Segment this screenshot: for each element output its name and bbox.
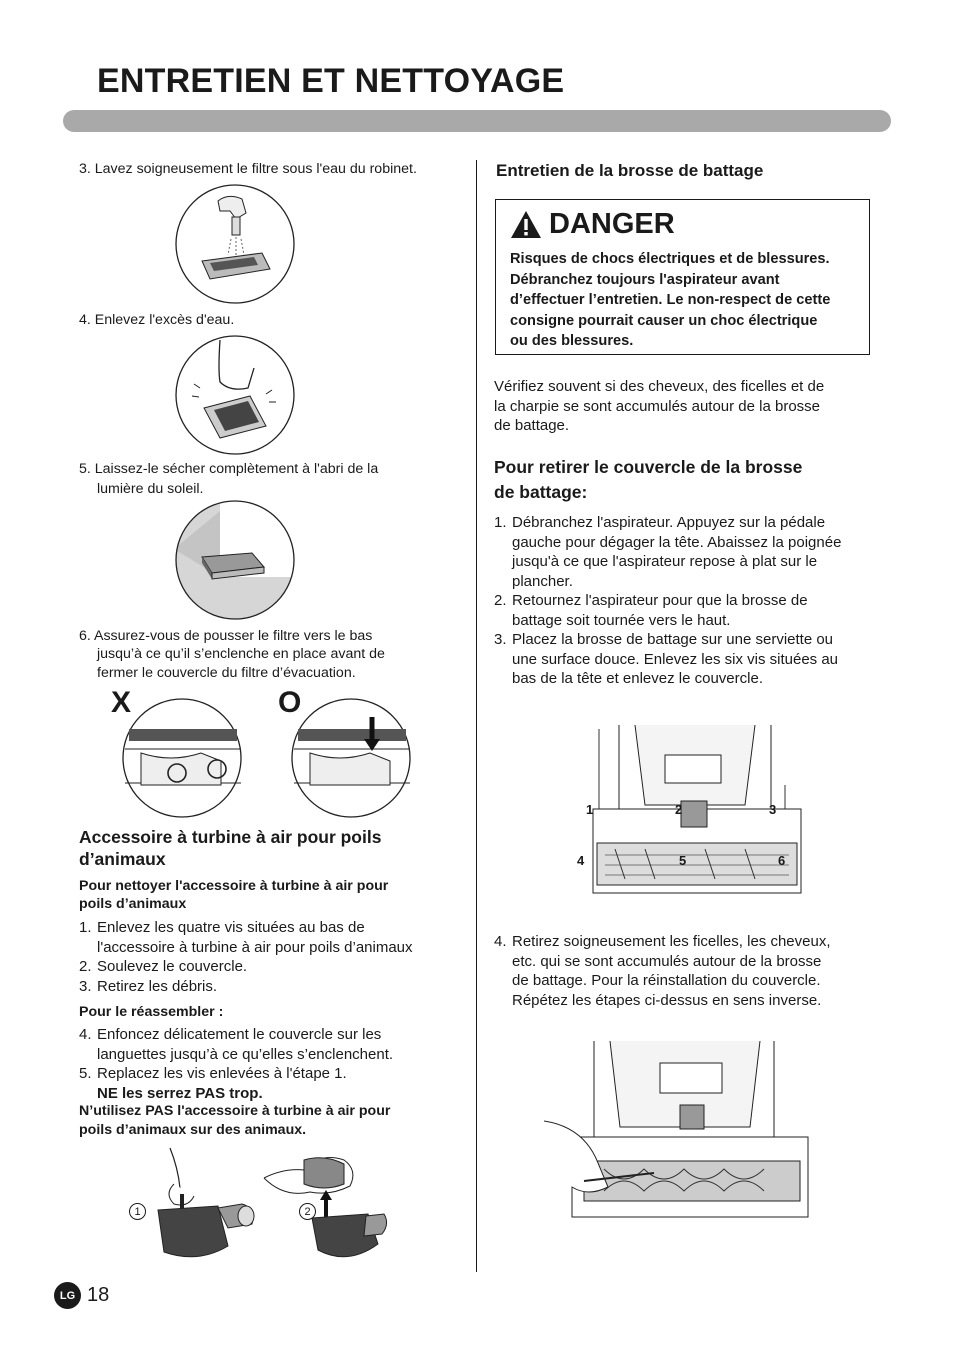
remove-cover-steps-list bbox=[494, 513, 886, 689]
remove-cover-heading-line2: de battage: bbox=[494, 482, 588, 502]
turbine-warning-line1: N’utilisez PAS l'accessoire à turbine à air pour bbox=[79, 1103, 391, 1119]
turbine-heading-line2: d’animaux bbox=[79, 849, 166, 869]
list-item: 1. Débranchez l'aspirateur. Appuyez sur la pédale gauche pour dégager la tête. Abaissez la poignée jusqu'à ce que l'aspirateur repose à plat sur le plancher. bbox=[494, 514, 842, 590]
turbine-subheading-line2: poils d’animaux bbox=[79, 896, 187, 912]
step-4-text: 4. Enlevez l'excès d'eau. bbox=[79, 312, 235, 328]
brush-maintenance-heading: Entretien de la brosse de battage bbox=[496, 161, 764, 180]
turbine-steps-list bbox=[79, 918, 469, 996]
filter-incorrect-illustration bbox=[121, 697, 243, 819]
page-footer bbox=[54, 1282, 109, 1309]
turbine-subheading-line1: Pour nettoyer l'accessoire à turbine à air pour bbox=[79, 878, 389, 894]
screw-label-6: 6 bbox=[778, 853, 786, 868]
list-item: 2. Soulevez le couvercle. bbox=[79, 958, 248, 975]
step-3-text: 3. Lavez soigneusement le filtre sous l'eau du robinet. bbox=[79, 161, 417, 177]
list-item: 2. Retournez l'aspirateur pour que la brosse de battage soit tournée vers le haut. bbox=[494, 592, 808, 629]
reassemble-heading: Pour le réassembler : bbox=[79, 1004, 224, 1020]
filter-correct-illustration bbox=[290, 697, 412, 819]
step-6-text-line2: jusqu’à ce qu’il s’enclenche en place avant de bbox=[97, 646, 385, 662]
step-5-text-line1: 5. Laissez-le sécher complètement à l'abri de la bbox=[79, 461, 379, 477]
callout-2: 2 bbox=[299, 1203, 316, 1220]
step-6-text-line3: fermer le couvercle du filtre d’évacuation. bbox=[97, 665, 356, 681]
screw-label-3: 3 bbox=[769, 802, 777, 817]
page-title: ENTRETIEN ET NETTOYAGE bbox=[97, 62, 565, 100]
screw-label-2: 2 bbox=[675, 802, 683, 817]
list-item: 4. Enfoncez délicatement le couvercle sur les languettes jusqu’à ce qu’elles s’enclenchent. bbox=[79, 1026, 394, 1063]
header-rule bbox=[63, 110, 891, 132]
screw-label-5: 5 bbox=[679, 853, 687, 868]
list-item: 3. Retirez les débris. bbox=[79, 977, 218, 995]
turbine-unscrew-illustration bbox=[150, 1144, 260, 1268]
step-6-text-line1: 6. Assurez-vous de pousser le filtre vers le bas bbox=[79, 628, 373, 644]
screw-label-1: 1 bbox=[586, 802, 594, 817]
cleaning-step-list bbox=[494, 932, 886, 1010]
danger-text: Risques de chocs électriques et de blessures. Débranchez toujours l'aspirateur avant d’effectuer l’entretien. Le non-respect de cette consigne pourrait causer un choc électrique ou des blessures. bbox=[510, 251, 831, 349]
turbine-heading-line1: Accessoire à turbine à air pour poils bbox=[79, 827, 382, 847]
column-divider bbox=[476, 160, 477, 1272]
list-item: 3. Placez la brosse de battage sur une serviette ou une surface douce. Enlevez les six vis situées au bas de la tête et enlevez le couvercle. bbox=[494, 631, 839, 687]
reassemble-steps-list bbox=[79, 1025, 469, 1103]
intro-paragraph: Vérifiez souvent si des cheveux, des ficelles et de la charpie se sont accumulés autour de la brosse de battage. bbox=[494, 378, 825, 434]
list-item: 4. Retirez soigneusement les ficelles, les cheveux, etc. qui se sont accumulés autour de la brosse de battage. Pour la réinstallation du couvercle. Répétez les étapes ci-dessus en sens inverse. bbox=[494, 933, 831, 1009]
faucet-rinse-illustration bbox=[174, 183, 296, 305]
screw-label-4: 4 bbox=[577, 853, 585, 868]
remove-cover-heading-line1: Pour retirer le couvercle de la brosse bbox=[494, 457, 803, 477]
warning-triangle-icon bbox=[510, 210, 542, 239]
danger-title: DANGER bbox=[549, 208, 675, 240]
squeeze-water-illustration bbox=[174, 334, 296, 456]
list-item: 5. Replacez les vis enlevées à l'étape 1. NE les serrez PAS trop. bbox=[79, 1065, 347, 1102]
no-tighten-note: NE les serrez PAS trop. bbox=[97, 1084, 263, 1102]
page-number: 18 bbox=[87, 1284, 110, 1306]
incorrect-mark: X bbox=[111, 686, 132, 719]
lg-logo: LG bbox=[54, 1282, 81, 1309]
turbine-warning-line2: poils d’animaux sur des animaux. bbox=[79, 1122, 307, 1138]
turbine-open-cover-illustration bbox=[260, 1146, 392, 1270]
correct-mark: O bbox=[278, 686, 302, 719]
drying-filter-illustration bbox=[174, 499, 296, 621]
danger-box bbox=[495, 199, 870, 355]
step-5-text-line2: lumière du soleil. bbox=[97, 481, 204, 497]
callout-1: 1 bbox=[129, 1203, 146, 1220]
brush-cleaning-illustration bbox=[544, 1041, 812, 1221]
list-item: 1. Enlevez les quatre vis situées au bas de l'accessoire à turbine à air pour poils d’animaux bbox=[79, 919, 413, 956]
